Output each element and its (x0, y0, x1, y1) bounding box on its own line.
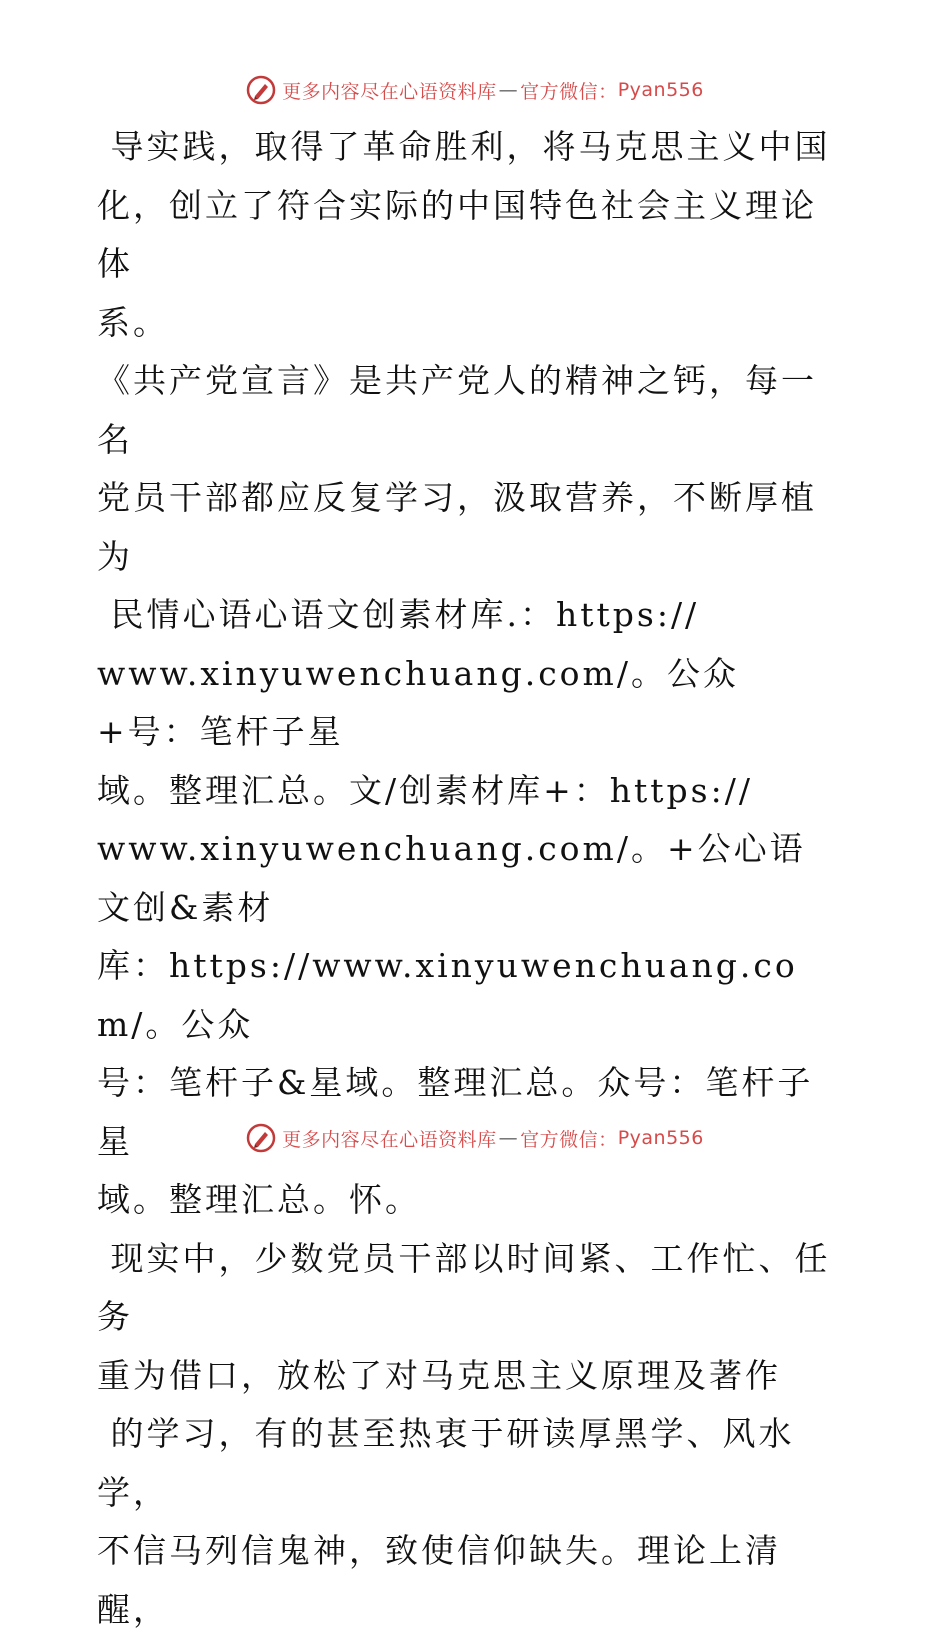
banner-text: 更多内容尽在心语资料库 (282, 80, 497, 103)
banner-separator: — (498, 79, 519, 101)
pen-seal-icon (246, 1123, 276, 1153)
paragraph-1: 导实践，取得了革命胜利，将马克思主义中国 化，创立了符合实际的中国特色社会主义理论体 系。 (97, 127, 831, 342)
banner-separator: — (498, 1127, 519, 1149)
banner-wechat-id: Pyan556 (617, 1127, 704, 1149)
paragraph-5: 的学习，有的甚至热衷于研读厚黑学、风水学， 不信马列信鬼神，致使信仰缺失。理论上清醒， (97, 1414, 795, 1629)
banner-label: 官方微信： (520, 80, 618, 103)
paragraph-2: 《共产党宣言》是共产党人的精神之钙，每一名 党员干部都应反复学习，汲取营养，不断厚植为 (97, 361, 817, 576)
pen-seal-icon (246, 75, 276, 105)
banner-label: 官方微信： (520, 1128, 618, 1151)
banner-text: 更多内容尽在心语资料库 (282, 1128, 497, 1151)
footer-banner (0, 1118, 950, 1158)
paragraph-4: 现实中，少数党员干部以时间紧、工作忙、任务 重为借口，放松了对马克思主义原理及著作 (97, 1238, 831, 1395)
banner-wechat-id: Pyan556 (617, 79, 704, 101)
paragraph-3: 民情心语心语文创素材库.：https:// www.xinyuwenchuang.com/。公众+号：笔杆子星 域。整理汇总。文/创素材库+：https:// www.xinyuwenchuang.com/。+公心语文创&素材 库：https://www.xinyuwenchuang.com/。公众 号：笔杆子&星域。整理汇总。众号：笔杆子星 域。整理汇总。怀。 (97, 595, 814, 1219)
document-body (97, 118, 837, 1639)
header-banner (0, 70, 950, 110)
